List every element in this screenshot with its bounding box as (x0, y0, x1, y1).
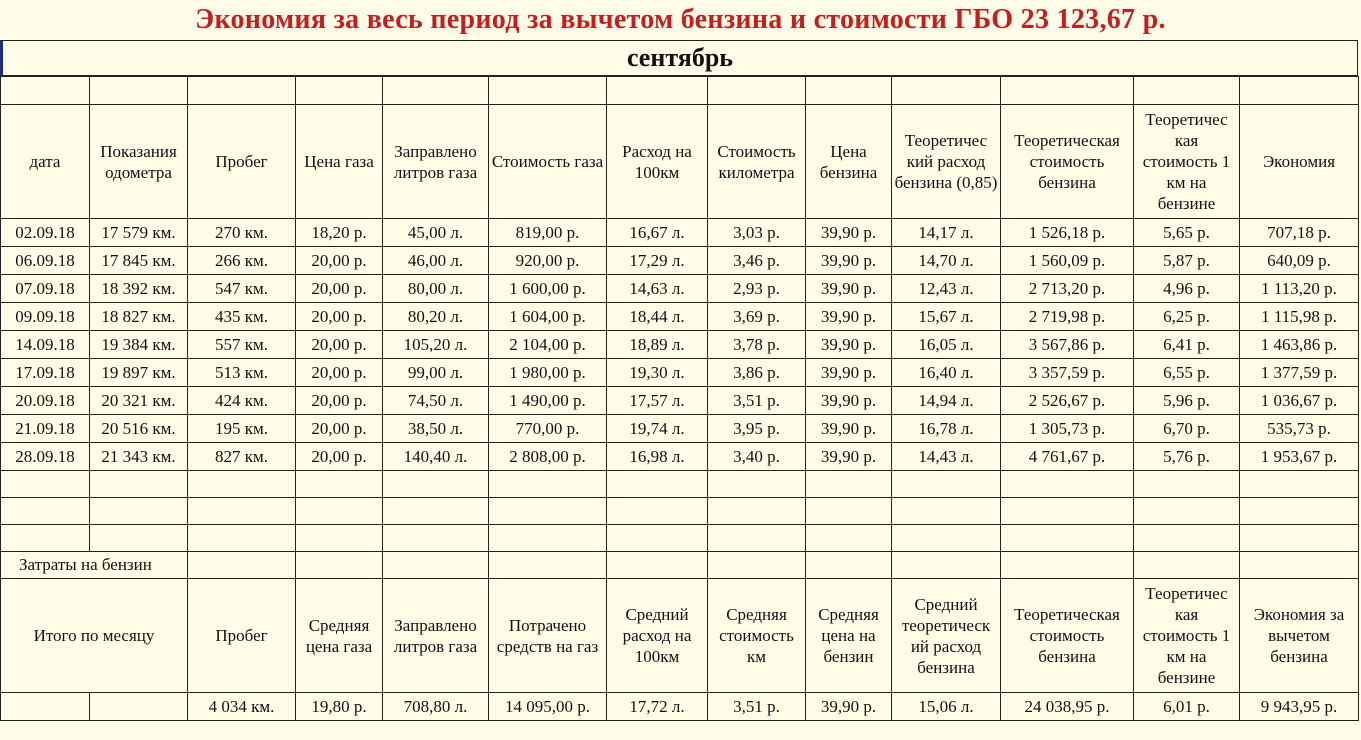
table-cell: 39,90 р. (806, 275, 892, 303)
empty-row (1, 498, 1359, 525)
table-cell: 39,90 р. (806, 247, 892, 275)
empty-cell (607, 77, 708, 105)
empty-cell (1240, 471, 1359, 498)
table-cell: 20,00 р. (296, 303, 383, 331)
table-cell: 2 104,00 р. (489, 331, 607, 359)
empty-cell (607, 471, 708, 498)
table-cell: Итого по месяцу (1, 579, 188, 693)
table-cell: 45,00 л. (383, 219, 489, 247)
empty-cell (1001, 77, 1134, 105)
empty-cell (489, 77, 607, 105)
table-cell: 3,51 р. (708, 693, 806, 721)
table-cell: 19 897 км. (90, 359, 188, 387)
table-cell: 20,00 р. (296, 387, 383, 415)
empty-row (1, 471, 1359, 498)
table-cell: 4,96 р. (1134, 275, 1240, 303)
fuel-table (0, 76, 1359, 721)
table-cell: 20.09.18 (1, 387, 90, 415)
month-title: сентябрь (0, 40, 1358, 76)
table-cell: 17,57 л. (607, 387, 708, 415)
table-cell: 16,05 л. (892, 331, 1001, 359)
summary-header-row (1, 579, 1359, 693)
table-cell: 535,73 р. (1240, 415, 1359, 443)
table-cell: 38,50 л. (383, 415, 489, 443)
empty-cell (607, 498, 708, 525)
table-cell: 1 980,00 р. (489, 359, 607, 387)
table-cell: 547 км. (188, 275, 296, 303)
empty-cell (708, 525, 806, 552)
table-cell: 20,00 р. (296, 415, 383, 443)
empty-cell (489, 552, 607, 579)
table-cell: 17,72 л. (607, 693, 708, 721)
empty-cell (188, 525, 296, 552)
empty-cell (383, 471, 489, 498)
table-cell: Экономия за вычетом бензина (1240, 579, 1359, 693)
table-row (1, 275, 1359, 303)
table-cell: 39,90 р. (806, 387, 892, 415)
empty-cell (296, 552, 383, 579)
table-cell: 39,90 р. (806, 219, 892, 247)
table-row (1, 219, 1359, 247)
table-cell: 5,76 р. (1134, 443, 1240, 471)
table-cell: Теоретическая стоимость бензина (1001, 105, 1134, 219)
table-cell: 19 384 км. (90, 331, 188, 359)
table-cell: 2 526,67 р. (1001, 387, 1134, 415)
empty-cell (489, 471, 607, 498)
table-cell: 14,63 л. (607, 275, 708, 303)
table-cell: 20,00 р. (296, 275, 383, 303)
empty-cell (708, 471, 806, 498)
table-cell: Теоретическая стоимость бензина (1001, 579, 1134, 693)
table-cell: 14,43 л. (892, 443, 1001, 471)
table-cell: Стоимость газа (489, 105, 607, 219)
table-cell: 270 км. (188, 219, 296, 247)
table-cell: 99,00 л. (383, 359, 489, 387)
table-cell: 80,00 л. (383, 275, 489, 303)
table-cell: 1 463,86 р. (1240, 331, 1359, 359)
table-cell: 18 827 км. (90, 303, 188, 331)
table-cell: 424 км. (188, 387, 296, 415)
table-cell: 39,90 р. (806, 415, 892, 443)
table-cell: 2 808,00 р. (489, 443, 607, 471)
table-cell: 20 321 км. (90, 387, 188, 415)
table-row (1, 415, 1359, 443)
empty-cell (1001, 525, 1134, 552)
table-cell: 5,96 р. (1134, 387, 1240, 415)
table-cell: 39,90 р. (806, 303, 892, 331)
table-cell: дата (1, 105, 90, 219)
table-row (1, 303, 1359, 331)
table-cell: 74,50 л. (383, 387, 489, 415)
empty-cell (892, 498, 1001, 525)
empty-cell (1, 498, 90, 525)
empty-cell (90, 77, 188, 105)
empty-cell (296, 498, 383, 525)
table-cell: 80,20 л. (383, 303, 489, 331)
table-cell: 18,89 л. (607, 331, 708, 359)
empty-cell (90, 471, 188, 498)
table-cell: 708,80 л. (383, 693, 489, 721)
table-cell: 21 343 км. (90, 443, 188, 471)
empty-cell (892, 77, 1001, 105)
table-cell: 1 115,98 р. (1240, 303, 1359, 331)
empty-cell (708, 77, 806, 105)
empty-cell (806, 471, 892, 498)
spacer-row (1, 77, 1359, 105)
table-cell: Экономия (1240, 105, 1359, 219)
table-cell: 819,00 р. (489, 219, 607, 247)
empty-cell (1134, 77, 1240, 105)
table-cell: 1 036,67 р. (1240, 387, 1359, 415)
table-cell: Средний теоретическ ий расход бензина (892, 579, 1001, 693)
table-row (1, 387, 1359, 415)
empty-cell (1134, 498, 1240, 525)
table-cell: 3 357,59 р. (1001, 359, 1134, 387)
table-cell: Пробег (188, 579, 296, 693)
table-cell: 17 845 км. (90, 247, 188, 275)
empty-cell (383, 77, 489, 105)
table-cell: 6,41 р. (1134, 331, 1240, 359)
table-cell: 28.09.18 (1, 443, 90, 471)
table-cell: 4 761,67 р. (1001, 443, 1134, 471)
table-cell: 07.09.18 (1, 275, 90, 303)
table-cell: 16,78 л. (892, 415, 1001, 443)
empty-cell (188, 552, 296, 579)
empty-cell (1001, 552, 1134, 579)
table-cell: 513 км. (188, 359, 296, 387)
table-cell: Средний расход на 100км (607, 579, 708, 693)
empty-row (1, 525, 1359, 552)
empty-cell (383, 552, 489, 579)
table-cell: 5,87 р. (1134, 247, 1240, 275)
table-cell: 3,40 р. (708, 443, 806, 471)
table-cell: Теоретичес кая стоимость 1 км на бензине (1134, 579, 1240, 693)
table-cell: Расход на 100км (607, 105, 708, 219)
empty-cell (188, 77, 296, 105)
empty-cell (188, 498, 296, 525)
empty-cell (90, 693, 188, 721)
table-cell: Средняя стоимость км (708, 579, 806, 693)
empty-cell (489, 498, 607, 525)
empty-cell (489, 525, 607, 552)
table-cell: 20,00 р. (296, 247, 383, 275)
table-cell: Стоимость километра (708, 105, 806, 219)
table-cell: 3,78 р. (708, 331, 806, 359)
empty-cell (1240, 498, 1359, 525)
table-cell: 02.09.18 (1, 219, 90, 247)
table-cell: 14 095,00 р. (489, 693, 607, 721)
table-cell: Цена бензина (806, 105, 892, 219)
empty-cell (90, 498, 188, 525)
table-cell: Средняя цена газа (296, 579, 383, 693)
table-cell: 1 600,00 р. (489, 275, 607, 303)
empty-cell (1240, 77, 1359, 105)
table-cell: 19,74 л. (607, 415, 708, 443)
table-cell: 16,67 л. (607, 219, 708, 247)
table-cell: 640,09 р. (1240, 247, 1359, 275)
table-cell: 16,40 л. (892, 359, 1001, 387)
empty-cell (1, 525, 90, 552)
table-cell: 1 490,00 р. (489, 387, 607, 415)
table-cell: 3,86 р. (708, 359, 806, 387)
table-cell: 435 км. (188, 303, 296, 331)
empty-cell (1240, 525, 1359, 552)
table-cell: 3,03 р. (708, 219, 806, 247)
table-cell: 14,94 л. (892, 387, 1001, 415)
table-cell: 12,43 л. (892, 275, 1001, 303)
empty-cell (708, 498, 806, 525)
empty-cell (806, 525, 892, 552)
empty-cell (296, 525, 383, 552)
table-cell: 2 713,20 р. (1001, 275, 1134, 303)
table-cell: 39,90 р. (806, 359, 892, 387)
table-cell: 6,55 р. (1134, 359, 1240, 387)
table-cell: 1 113,20 р. (1240, 275, 1359, 303)
table-cell: 19,80 р. (296, 693, 383, 721)
empty-cell (1, 693, 90, 721)
table-cell: 770,00 р. (489, 415, 607, 443)
table-cell: 3,95 р. (708, 415, 806, 443)
table-cell: 266 км. (188, 247, 296, 275)
table-cell: 39,90 р. (806, 443, 892, 471)
table-cell: 19,30 л. (607, 359, 708, 387)
empty-cell (1, 471, 90, 498)
table-cell: 24 038,95 р. (1001, 693, 1134, 721)
page-title: Экономия за весь период за вычетом бензина и стоимости ГБО 23 123,67 р. (195, 4, 1166, 35)
table-cell: 06.09.18 (1, 247, 90, 275)
table-cell: 1 377,59 р. (1240, 359, 1359, 387)
table-cell: Теоретичес кая стоимость 1 км на бензине (1134, 105, 1240, 219)
table-cell: 17 579 км. (90, 219, 188, 247)
table-cell: 3,51 р. (708, 387, 806, 415)
table-cell: Средняя цена на бензин (806, 579, 892, 693)
table-cell: 6,25 р. (1134, 303, 1240, 331)
empty-cell (708, 552, 806, 579)
table-cell: 39,90 р. (806, 693, 892, 721)
table-cell: 140,40 л. (383, 443, 489, 471)
empty-cell (892, 552, 1001, 579)
table-cell: 20,00 р. (296, 443, 383, 471)
table-cell: 15,67 л. (892, 303, 1001, 331)
empty-cell (1240, 552, 1359, 579)
table-cell: 707,18 р. (1240, 219, 1359, 247)
table-cell: 21.09.18 (1, 415, 90, 443)
table-cell: 2 719,98 р. (1001, 303, 1134, 331)
table-cell: 20,00 р. (296, 331, 383, 359)
empty-cell (1001, 471, 1134, 498)
table-cell: 920,00 р. (489, 247, 607, 275)
table-cell: 17.09.18 (1, 359, 90, 387)
empty-cell (383, 498, 489, 525)
empty-cell (806, 498, 892, 525)
table-cell: 1 526,18 р. (1001, 219, 1134, 247)
table-cell: Цена газа (296, 105, 383, 219)
table-cell: Потрачено средств на газ (489, 579, 607, 693)
table-cell: 9 943,95 р. (1240, 693, 1359, 721)
table-cell: 14.09.18 (1, 331, 90, 359)
table-cell: 18,20 р. (296, 219, 383, 247)
table-cell: 18 392 км. (90, 275, 188, 303)
table-cell: 2,93 р. (708, 275, 806, 303)
empty-cell (892, 471, 1001, 498)
empty-cell (1134, 552, 1240, 579)
table-cell: Пробег (188, 105, 296, 219)
empty-cell (892, 525, 1001, 552)
empty-cell (1001, 498, 1134, 525)
table-cell: 6,70 р. (1134, 415, 1240, 443)
empty-cell (383, 525, 489, 552)
table-cell: 14,17 л. (892, 219, 1001, 247)
table-cell: 15,06 л. (892, 693, 1001, 721)
table-cell: 14,70 л. (892, 247, 1001, 275)
table-cell: 17,29 л. (607, 247, 708, 275)
empty-cell (1134, 525, 1240, 552)
empty-cell (296, 471, 383, 498)
table-cell: 827 км. (188, 443, 296, 471)
table-cell: 20,00 р. (296, 359, 383, 387)
empty-cell (1, 77, 90, 105)
table-cell: Заправлено литров газа (383, 579, 489, 693)
table-cell: 39,90 р. (806, 331, 892, 359)
empty-cell (607, 552, 708, 579)
table-cell: 6,01 р. (1134, 693, 1240, 721)
empty-cell (90, 525, 188, 552)
table-cell: 18,44 л. (607, 303, 708, 331)
table-cell: 1 305,73 р. (1001, 415, 1134, 443)
table-row (1, 443, 1359, 471)
table-cell: 4 034 км. (188, 693, 296, 721)
table-cell: 20 516 км. (90, 415, 188, 443)
table-cell: Затраты на бензин (1, 552, 188, 579)
table-cell: 105,20 л. (383, 331, 489, 359)
empty-cell (188, 471, 296, 498)
table-row (1, 359, 1359, 387)
table-cell: 557 км. (188, 331, 296, 359)
table-cell: 3,69 р. (708, 303, 806, 331)
empty-cell (806, 77, 892, 105)
table-cell: 1 953,67 р. (1240, 443, 1359, 471)
table-cell: 1 560,09 р. (1001, 247, 1134, 275)
empty-cell (607, 525, 708, 552)
header-row (1, 105, 1359, 219)
table-row (1, 247, 1359, 275)
empty-cell (806, 552, 892, 579)
table-cell: 3 567,86 р. (1001, 331, 1134, 359)
petrol-costs-row (1, 552, 1359, 579)
empty-cell (1134, 471, 1240, 498)
table-cell: 16,98 л. (607, 443, 708, 471)
table-row (1, 331, 1359, 359)
table-cell: 09.09.18 (1, 303, 90, 331)
table-cell: 1 604,00 р. (489, 303, 607, 331)
table-cell: Теоретичес кий расход бензина (0,85) (892, 105, 1001, 219)
table-cell: 3,46 р. (708, 247, 806, 275)
table-cell: 195 км. (188, 415, 296, 443)
table-cell: 46,00 л. (383, 247, 489, 275)
table-cell: Показания одометра (90, 105, 188, 219)
summary-values-row (1, 693, 1359, 721)
table-cell: Заправлено литров газа (383, 105, 489, 219)
empty-cell (296, 77, 383, 105)
table-cell: 5,65 р. (1134, 219, 1240, 247)
